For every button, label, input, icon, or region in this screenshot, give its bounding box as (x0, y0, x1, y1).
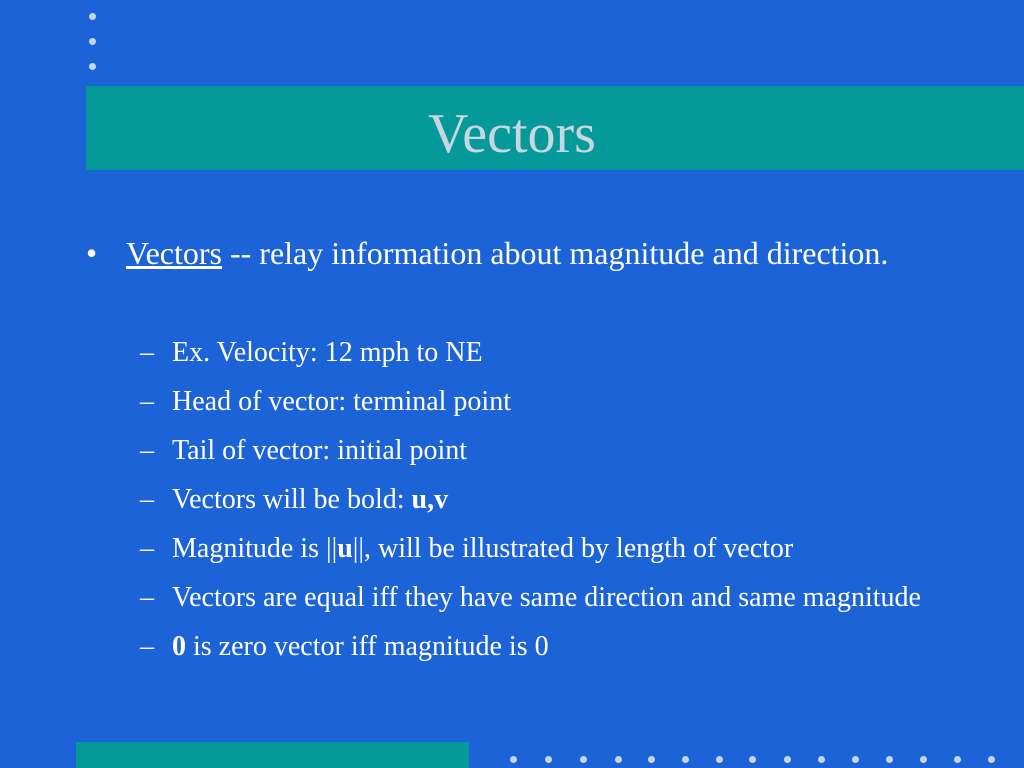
sub-bullet-text: Ex. Velocity: 12 mph to NE (172, 337, 483, 368)
decorative-dot (510, 756, 517, 763)
bold-zero-vector: 0 (172, 631, 186, 662)
sub-bullet-text: Vectors are equal iff they have same direction and same magnitude (172, 582, 921, 613)
decorative-dot (545, 756, 552, 763)
decorative-dot (615, 756, 622, 763)
decorative-dot (682, 756, 689, 763)
sub-bullet-item (140, 382, 980, 422)
sub-bullet-text: Head of vector: terminal point (172, 386, 511, 417)
sub-bullet-text-before: Vectors will be bold: (172, 484, 412, 515)
sub-bullet-text-after: ||, will be illustrated by length of vector (352, 533, 794, 564)
decorative-dot (852, 756, 859, 763)
decorative-dot (920, 756, 927, 763)
dash-marker: – (140, 533, 154, 564)
decorative-dot (580, 756, 587, 763)
decorative-dot (954, 756, 961, 763)
decorative-dot (89, 63, 96, 70)
sub-bullet-list (140, 333, 980, 676)
dash-marker: – (140, 582, 154, 613)
sub-bullet-text: Tail of vector: initial point (172, 435, 468, 466)
decorative-dot (716, 756, 723, 763)
sub-bullet-item (140, 578, 980, 618)
slide-title: Vectors (428, 103, 596, 165)
decorative-dot (886, 756, 893, 763)
dash-marker: – (140, 435, 154, 466)
dash-marker: – (140, 631, 154, 662)
main-bullet-text (126, 230, 966, 276)
sub-bullet-item (140, 627, 980, 667)
bullet-marker: • (86, 235, 98, 271)
sub-bullet-text-before: Magnitude is || (172, 533, 338, 564)
decorative-dot (818, 756, 825, 763)
main-bullet (86, 230, 966, 276)
bold-vector-notation: u,v (411, 484, 449, 515)
bold-vector-notation: u (337, 533, 353, 564)
sub-bullet-item (140, 431, 980, 471)
decorative-dot (648, 756, 655, 763)
decorative-dot (89, 13, 96, 20)
decorative-dot (988, 756, 995, 763)
vectors-term: Vectors (126, 235, 222, 271)
dash-marker: – (140, 337, 154, 368)
sub-bullet-item (140, 333, 980, 373)
decorative-dot (89, 38, 96, 45)
dash-marker: – (140, 386, 154, 417)
dash-marker: – (140, 484, 154, 515)
decorative-dot (749, 756, 756, 763)
main-bullet-rest: -- relay information about magnitude and direction. (221, 235, 889, 271)
bottom-band (76, 742, 469, 768)
sub-bullet-item (140, 529, 980, 569)
sub-bullet-text-after: is zero vector iff magnitude is 0 (186, 631, 549, 662)
sub-bullet-item (140, 480, 980, 520)
decorative-dot (784, 756, 791, 763)
